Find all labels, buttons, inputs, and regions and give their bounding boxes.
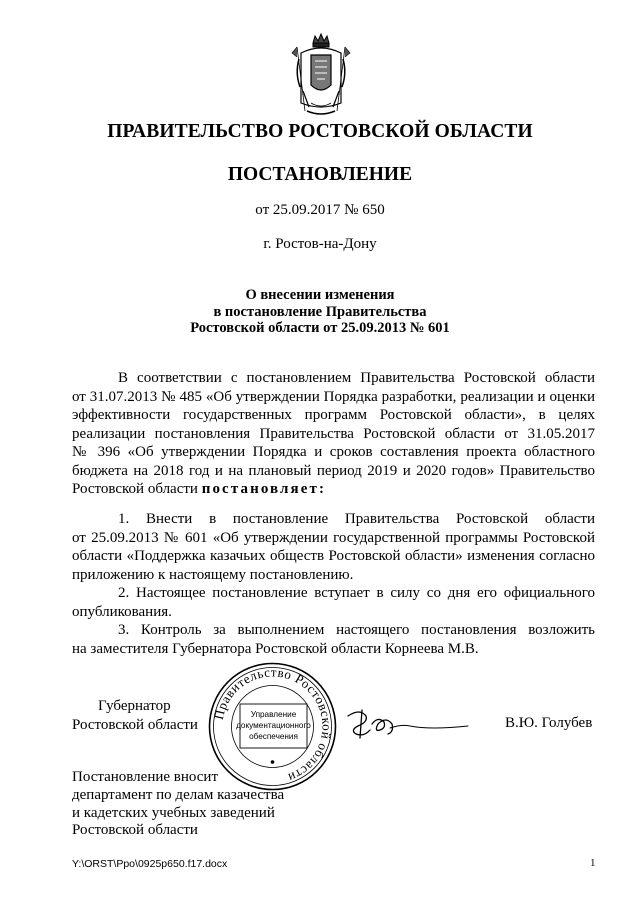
document-type-title: ПОСТАНОВЛЕНИЕ: [227, 164, 413, 185]
item-line: 2. Настоящее постановление вступает в силу со дня его официального: [118, 585, 595, 601]
preamble-last-line: [72, 480, 595, 499]
handwritten-signature-icon: [340, 704, 470, 744]
introduced-line: Постановление вносит: [72, 769, 219, 785]
preamble-line: от 31.07.2013 № 485 «Об утверждении Порядка разработки, реализации и оценки: [72, 388, 595, 405]
seal-line: Управление: [250, 710, 297, 719]
footer-file-path: Y:\ORST\Ppo\0925p650.f17.docx: [72, 858, 228, 870]
item-line: 3. Контроль за выполнением настоящего постановления возложить: [118, 622, 595, 638]
introduced-by-note: [72, 769, 284, 840]
subject-line: в постановление Правительства: [213, 303, 427, 320]
item-line: приложению к настоящему постановлению.: [72, 566, 354, 583]
introduced-line: и кадетских учебных заведений: [72, 804, 275, 821]
document-date-number: от 25.09.2017 № 650: [255, 202, 385, 218]
position-line: Ростовской области: [72, 716, 198, 733]
coat-of-arms-icon: [291, 33, 351, 119]
preamble-line: реализации постановления Правительства Ростовской области от 31.05.2017: [72, 425, 595, 442]
seal-line: документационного: [236, 721, 311, 730]
item-line: области «Поддержка казачьих обществ Ростовской области» изменения согласно: [72, 548, 595, 564]
position-line: Губернатор: [98, 698, 171, 714]
item-line: 1. Внести в постановление Правительства Ростовской области: [118, 511, 595, 527]
government-title: ПРАВИТЕЛЬСТВО РОСТОВСКОЙ ОБЛАСТИ: [107, 121, 533, 142]
preamble-last-prefix: Ростовской области: [72, 481, 202, 497]
document-subject: [0, 287, 640, 337]
introduced-line: департамент по делам казачества: [72, 786, 285, 803]
subject-line: Ростовской области от 25.09.2013 № 601: [190, 320, 450, 336]
preamble-paragraph: [72, 369, 595, 499]
resolution-items: [72, 510, 595, 658]
preamble-line: бюджета на 2018 год и на плановый период 2019 и 2020 годов» Правительство: [72, 462, 595, 479]
item-line: на заместителя Губернатора Ростовской области Корнеева М.В.: [72, 640, 479, 657]
introduced-line: Ростовской области: [72, 822, 198, 839]
resolves-keyword: постановляет:: [201, 481, 327, 497]
preamble-line: эффективности государственных программ Ростовской области», в целях: [72, 407, 595, 423]
item-line: от 25.09.2013 № 601 «Об утверждении государственной программы Ростовской: [72, 529, 595, 546]
document-city: г. Ростов-на-Дону: [263, 236, 377, 252]
signatory-name: В.Ю. Голубев: [505, 715, 593, 731]
seal-line: обеспечения: [249, 732, 298, 741]
preamble-line: В соответствии с постановлением Правительства Ростовской области: [118, 370, 595, 386]
item-line: опубликования.: [72, 603, 172, 620]
signatory-position: [72, 697, 198, 734]
seal-ring-text: Правительство Ростовской области: [210, 664, 335, 786]
subject-line: О внесении изменения: [245, 287, 395, 303]
page-number: 1: [590, 857, 596, 869]
preamble-line: № 396 «Об утверждении Порядка и сроков составления проекта областного: [72, 444, 595, 460]
